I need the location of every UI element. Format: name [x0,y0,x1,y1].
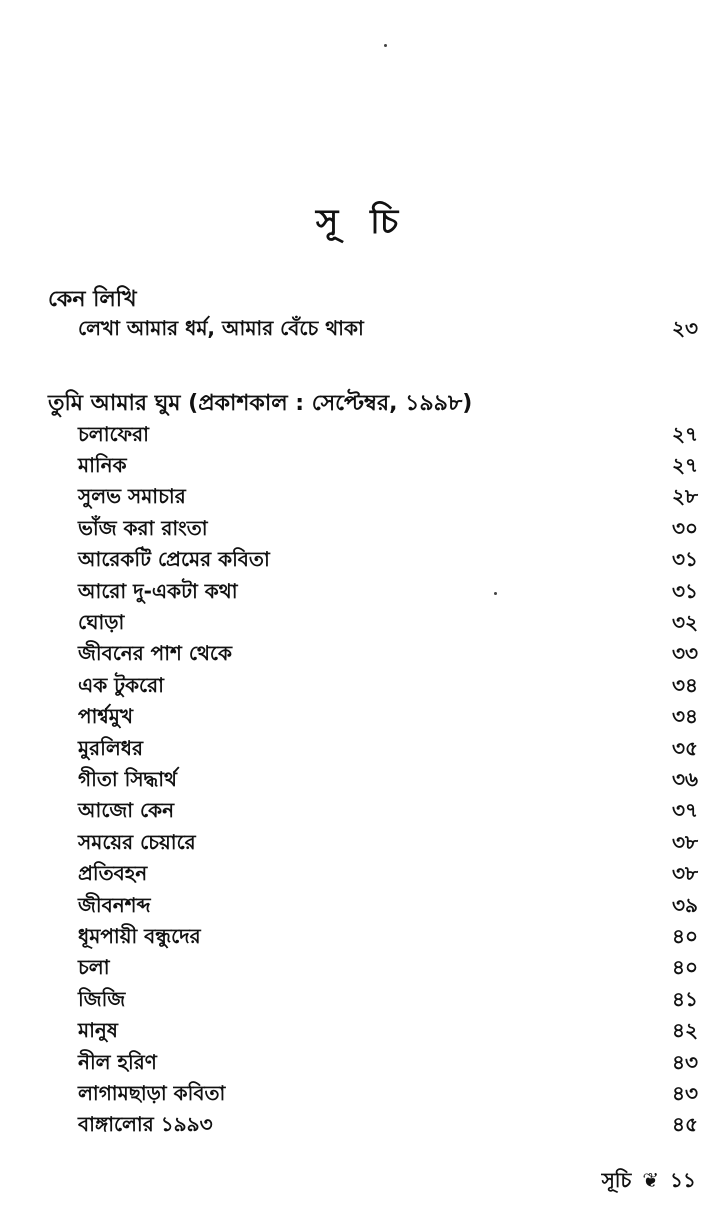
toc-entry-page: ৩৬ [671,766,698,791]
toc-entry-title: মানুষ [78,1018,118,1043]
toc-entry [78,703,698,735]
fleuron-icon: ❦ [642,1168,660,1192]
toc-entry [78,640,698,672]
toc-entry-title: এক টুকরো [78,672,164,697]
toc-entry-page: ৪০ [672,923,698,948]
toc-entry-page: ৩৫ [672,735,698,760]
toc-entry [78,1111,698,1143]
toc-entry [78,483,698,515]
toc-entry-page: ৩৩ [671,641,698,666]
toc-entry-page: ৪৫ [672,1112,698,1137]
toc-entry-title: জিজি [78,986,126,1011]
toc-entry-page: ৩৮ [672,861,698,886]
toc-entry-title: জীবনশব্দ [78,892,151,917]
toc-entry-title: ভাঁজ করা রাংতা [78,515,208,540]
toc-entry-page: ৪০ [672,955,698,980]
toc-entry [78,1017,698,1049]
toc-entry-page: ৩৪ [672,704,698,729]
toc-entry [78,734,698,766]
toc-entry-page: ৩৮ [672,829,698,854]
toc-entry-title: গীতা সিদ্ধার্থ [78,766,177,791]
page-title: সূ চি [315,202,409,242]
toc-entry-title: প্রতিবহন [78,861,148,886]
toc-entry [78,1079,698,1111]
page-footer [602,1166,696,1199]
toc-entry-title: ঘোড়া [78,609,125,634]
toc-entry-title: পার্শ্বমুখ [78,704,134,729]
toc-entry-page: ৪৩ [672,1049,698,1074]
page-number: ১১ [670,1168,696,1192]
section-heading: তুমি আমার ঘুম (প্রকাশকাল : সেপ্টেম্বর, ১৯৯৮) [48,391,473,416]
toc-entry [78,514,698,546]
toc-entry [78,860,698,892]
toc-entry [78,797,698,829]
speck [384,44,387,47]
toc-entry [78,765,698,797]
toc-entry-page: ৩১ [672,547,698,572]
toc-entry-page: ৩৪ [672,672,698,697]
toc-entry [78,420,698,452]
toc-entry-title: চলা [78,955,110,980]
toc-entry-page: ৪১ [672,986,698,1011]
toc-entry-title: ধূমপায়ী বন্ধুদের [78,923,201,948]
toc-entry [78,922,698,954]
toc-entry [78,891,698,923]
toc-entry-page: ২৩ [671,315,698,340]
toc-entry-title: নীল হরিণ [78,1049,157,1074]
toc-entry [78,314,698,346]
footer-label: সূচি [601,1168,632,1192]
toc-entry-title: আজো কেন [78,798,175,823]
toc-entry [78,577,698,609]
toc-entry-title: বাঙ্গালোর ১৯৯৩ [78,1112,213,1137]
toc-entry [78,671,698,703]
toc-entry [78,985,698,1017]
toc-entry-page: ৪৩ [672,1080,698,1105]
toc-entry-title: আরেকটি প্রেমের কবিতা [78,547,270,572]
toc-entry-title: মুরলিধর [78,735,143,760]
toc-entry-page: ৩০ [671,515,698,540]
toc-entry-title: লেখা আমার ধর্ম, আমার বেঁচে থাকা [78,315,364,340]
toc-entry-page: ৩২ [671,609,698,634]
toc-entry [78,1048,698,1080]
toc-entry-title: আরো দু-একটা কথা [78,578,238,603]
toc-entry-page: ৩১ [672,578,698,603]
toc-entry-page: ২৭ [671,452,698,477]
toc-entry [78,546,698,578]
toc-entry-title: সুলভ সমাচার [78,484,186,509]
section-heading: কেন লিখি [48,287,137,312]
toc-entry-page: ২৭ [671,421,698,446]
toc-entry-title: লাগামছাড়া কবিতা [78,1080,226,1105]
toc-entry-page: ৪২ [672,1018,698,1043]
toc-entry-title: জীবনের পাশ থেকে [78,641,232,666]
toc-entry-title: সময়ের চেয়ারে [78,829,196,854]
toc-entry-page: ২৮ [672,484,698,509]
toc-entry-page: ৩৯ [672,892,698,917]
toc-entry [78,828,698,860]
toc-entry [78,608,698,640]
toc-entry-title: চলাফেরা [78,421,149,446]
toc-entry-title: মানিক [78,452,127,477]
toc-entry [78,954,698,986]
toc-entry-page: ৩৭ [671,798,698,823]
toc-entry [78,451,698,483]
